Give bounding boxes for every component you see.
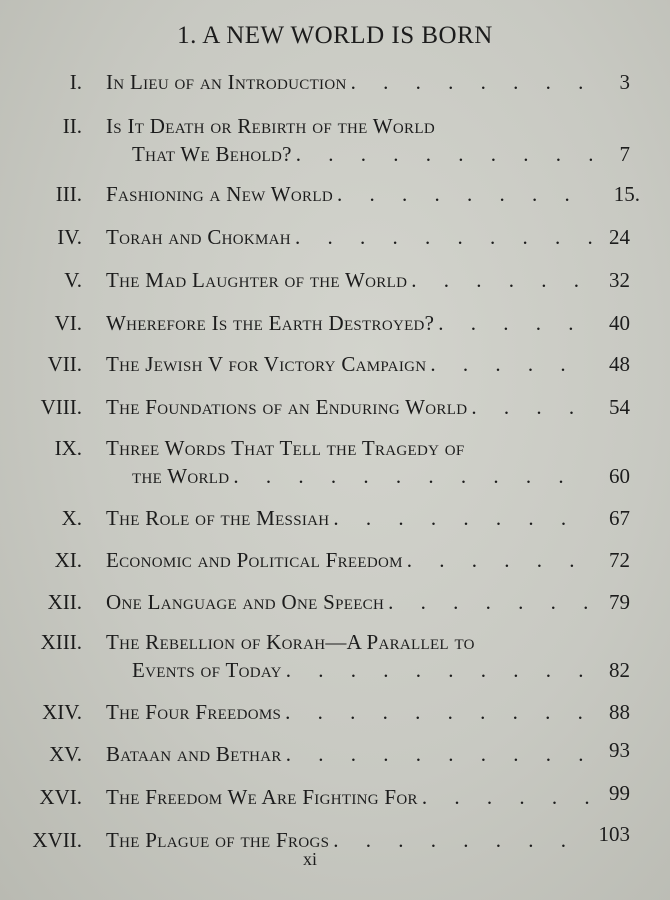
chapter-numeral: VII. [47,352,82,376]
page-number: 40 [609,311,630,335]
chapter-title: Wherefore Is the Earth Destroyed? [106,311,435,335]
page-number: 67 [609,506,630,530]
dot-leader [233,462,592,490]
chapter-numeral: VIII. [40,395,82,419]
chapter-numeral: V. [64,268,82,292]
chapter-title-line-2: the World [132,464,230,488]
page-number: 79 [609,590,630,614]
chapter-title: Bataan and Bethar [106,742,282,766]
page-number: 15. [613,182,640,206]
chapter-numeral: XVII. [32,828,82,852]
chapter-title-line-2: That We Behold? [132,142,292,166]
page-number: 3 [619,70,630,94]
page-number: 103 [598,822,630,846]
page-number: 48 [609,352,630,376]
dot-leader [295,223,592,251]
chapter-title: Fashioning a New World [106,182,333,206]
page-number: 82 [609,658,630,682]
page-number: 54 [609,395,630,419]
chapter-title: The Freedom We Are Fighting For [106,785,418,809]
chapter-title: The Mad Laughter of the World [106,268,408,292]
page-number: 7 [619,142,630,166]
chapter-title: The Jewish V for Victory Campaign [106,352,427,376]
dot-leader [438,309,592,337]
chapter-title: One Language and One Speech [106,590,385,614]
chapter-numeral: IX. [54,436,82,460]
page-number: 60 [609,464,630,488]
dot-leader [422,783,592,811]
chapter-numeral: XI. [54,548,82,572]
chapter-title: Torah and Chokmah [106,225,291,249]
dot-leader [296,140,592,168]
page-number: 32 [609,268,630,292]
chapter-numeral: XIV. [42,700,82,724]
dot-leader [333,504,592,532]
chapter-numeral: X. [61,506,82,530]
dot-leader [286,740,592,768]
chapter-numeral: XV. [49,742,82,766]
chapter-title-line-1: Three Words That Tell the Tragedy of [106,436,465,460]
chapter-numeral: XII. [47,590,82,614]
dot-leader [430,350,592,378]
page-number: 88 [609,700,630,724]
chapter-numeral: XVI. [39,785,82,809]
dot-leader [407,546,592,574]
folio-page-number: xi [302,849,317,869]
chapter-numeral: VI. [54,311,82,335]
chapter-title: Economic and Political Freedom [106,548,403,572]
part-title: 1. A NEW WORLD IS BORN [177,22,493,49]
chapter-title: The Plague of the Frogs [106,828,330,852]
chapter-title-line-2: Events of Today [132,658,282,682]
dot-leader [285,698,592,726]
page-number: 24 [609,225,630,249]
chapter-numeral: I. [69,70,82,94]
dot-leader [471,393,592,421]
chapter-numeral: IV. [57,225,82,249]
chapter-title: In Lieu of an Introduction [106,70,347,94]
dot-leader [351,68,592,96]
chapter-title: The Role of the Messiah [106,506,330,530]
page-number: 72 [609,548,630,572]
chapter-numeral: II. [62,114,82,138]
dot-leader [337,180,592,208]
chapter-title: The Foundations of an Enduring World [106,395,468,419]
dot-leader [286,656,592,684]
dot-leader [411,266,592,294]
chapter-title-line-1: The Rebellion of Korah—A Parallel to [106,630,475,654]
chapter-numeral: XIII. [40,630,82,654]
page-number: 99 [609,781,630,805]
chapter-numeral: III. [55,182,82,206]
chapter-title: The Four Freedoms [106,700,282,724]
page-number: 93 [609,738,630,762]
dot-leader [388,588,592,616]
chapter-title-line-1: Is It Death or Rebirth of the World [106,114,435,138]
